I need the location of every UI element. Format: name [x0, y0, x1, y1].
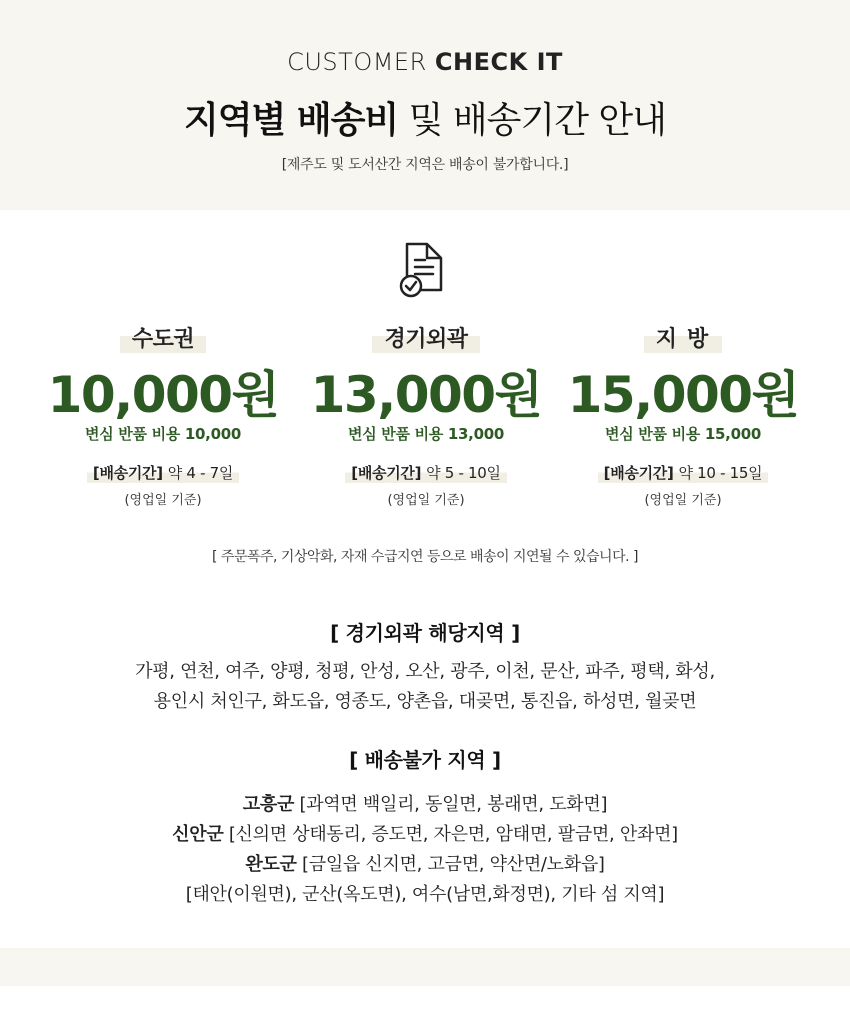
delivery-period-value: 약 5 - 10일: [426, 464, 501, 482]
return-fee: 변심 반품 비용 10,000: [85, 425, 241, 443]
unavailable-section-title: [ 배송불가 지역 ]: [349, 748, 501, 772]
return-fee: 변심 반품 비용 15,000: [605, 425, 761, 443]
zone-label: 경기외곽: [372, 320, 479, 353]
shipping-price: 10,000원: [47, 366, 279, 424]
unavailable-extra-areas: [태안(이원면), 군산(옥도면), 여수(남면,화정면), 기타 섬 지역]: [185, 884, 665, 905]
county-name: 고흥군: [242, 794, 295, 815]
delivery-restriction-notice: [제주도 및 도서산간 지역은 배송이 불가합니다.]: [281, 157, 569, 173]
business-days-note: (영업일 기준): [124, 493, 202, 508]
zone-label: 수도권: [120, 320, 206, 353]
footer-band: [0, 948, 850, 986]
outskirts-section-title: [ 경기외곽 해당지역 ]: [330, 621, 520, 645]
county-areas: [금일읍 신지면, 고금면, 약산면/노화읍]: [302, 854, 605, 875]
delay-notice: [ 주문폭주, 기상악화, 자재 수급지연 등으로 배송이 지연될 수 있습니다. ]: [212, 549, 638, 565]
return-fee: 변심 반품 비용 13,000: [348, 425, 504, 443]
unavailable-area-line: [0, 820, 850, 846]
outskirts-area-list: 용인시 처인구, 화도읍, 영종도, 양촌읍, 대곶면, 통진읍, 하성면, 월곶면: [153, 691, 697, 712]
eyebrow-bold: CHECK IT: [434, 48, 563, 76]
delivery-period-value: 약 10 - 15일: [678, 464, 763, 482]
shipping-price: 13,000원: [310, 366, 542, 424]
county-areas: [신의면 상태동리, 증도면, 자은면, 암태면, 팔금면, 안좌면]: [228, 824, 678, 845]
county-name: 완도군: [245, 854, 297, 875]
county-name: 신안군: [172, 824, 224, 845]
delivery-period: [345, 462, 506, 483]
delivery-period-label: [배송기간]: [92, 464, 163, 482]
eyebrow: [0, 48, 850, 76]
delivery-period-label: [배송기간]: [603, 464, 674, 482]
delivery-period-label: [배송기간]: [351, 464, 422, 482]
zone-label: 지방: [644, 320, 723, 353]
zone-provinces: [553, 320, 813, 508]
delivery-period-value: 약 4 - 7일: [167, 464, 234, 482]
zone-capital-area: [33, 320, 293, 508]
delivery-period: [598, 462, 769, 483]
page-title: [0, 92, 850, 143]
business-days-note: (영업일 기준): [387, 493, 465, 508]
unavailable-area-line: [0, 790, 850, 816]
eyebrow-light: CUSTOMER: [287, 48, 427, 76]
document-check-icon: [399, 240, 447, 298]
zone-gyeonggi-outskirts: [296, 320, 556, 508]
shipping-price: 15,000원: [567, 366, 799, 424]
delivery-period: [87, 462, 239, 483]
outskirts-area-list: 가평, 연천, 여주, 양평, 청평, 안성, 오산, 광주, 이천, 문산, 파주, 평택, 화성,: [135, 661, 715, 682]
page-title-bold: 지역별 배송비: [184, 100, 399, 141]
unavailable-area-line: [0, 850, 850, 876]
page-title-light: 및 배송기간 안내: [408, 100, 666, 141]
county-areas: [과역면 백일리, 동일면, 봉래면, 도화면]: [299, 794, 608, 815]
business-days-note: (영업일 기준): [644, 493, 722, 508]
